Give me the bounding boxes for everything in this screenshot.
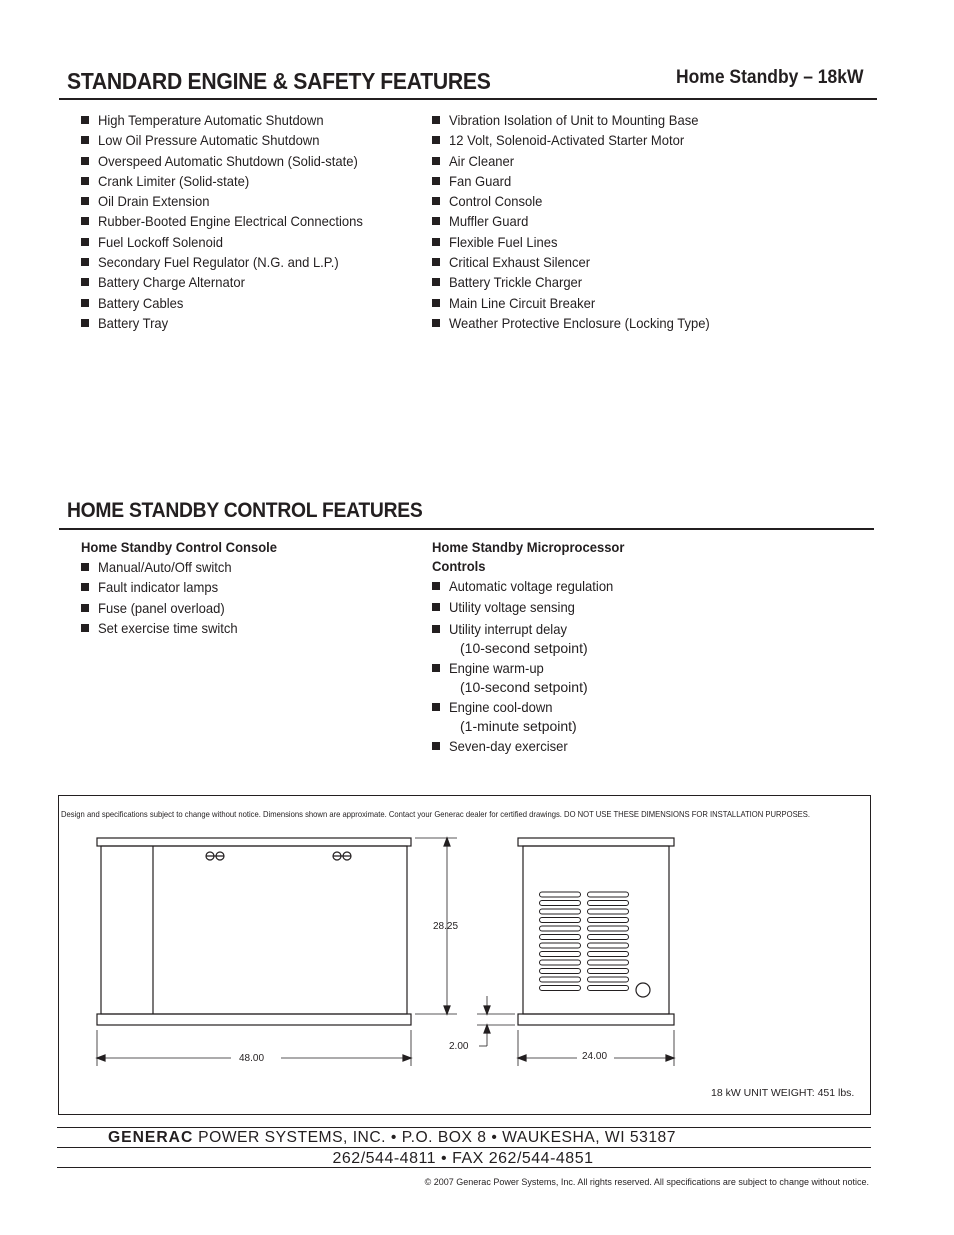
height-dimension-label: 28.25 <box>433 921 459 932</box>
footer-address-line <box>108 1129 676 1147</box>
list-item-label: Secondary Fuel Regulator (N.G. and L.P.) <box>98 254 339 271</box>
list-item-label: Oil Drain Extension <box>98 193 210 210</box>
list-item-label: High Temperature Automatic Shutdown <box>98 112 324 128</box>
front-view-base <box>518 1014 674 1025</box>
list-item <box>81 191 383 211</box>
louver-slot <box>540 969 581 974</box>
list-item <box>432 191 729 211</box>
bullet-square-icon <box>432 177 440 185</box>
list-item <box>432 110 729 130</box>
list-item-label: Battery Trickle Charger <box>449 274 583 291</box>
side-view-body <box>101 846 407 1014</box>
bullet-square-icon <box>432 217 440 225</box>
side-view-base <box>97 1014 411 1025</box>
front-view-louvers <box>540 892 629 991</box>
list-item-note: (1-minute setpoint) <box>460 718 577 735</box>
front-view-body <box>523 846 669 1014</box>
footer-address: POWER SYSTEMS, INC. • P.O. BOX 8 • WAUKESHA, WI 53187 <box>193 1129 676 1146</box>
list-item-label: Main Line Circuit Breaker <box>449 294 596 311</box>
list-item <box>432 252 729 272</box>
micro-heading-line1: Home Standby Microprocessor <box>432 539 625 555</box>
front-view-lock-icon <box>636 983 650 997</box>
bullet-square-icon <box>81 116 89 124</box>
bullet-square-icon <box>432 703 440 711</box>
list-item <box>432 619 626 657</box>
list-item-label: Fault indicator lamps <box>98 579 219 596</box>
bullet-square-icon <box>432 238 440 246</box>
engine-features-left-list <box>81 110 383 333</box>
list-item-label: Battery Cables <box>98 294 184 311</box>
dimension-drawing-box <box>58 795 871 1115</box>
footer-rule-bottom <box>57 1167 871 1168</box>
louver-slot <box>588 918 629 923</box>
list-item <box>81 211 383 231</box>
list-item-label: Weather Protective Enclosure (Locking Type) <box>449 314 710 331</box>
bullet-square-icon <box>81 177 89 185</box>
length-dimension-label: 48.00 <box>239 1053 265 1064</box>
side-view-top-cap <box>97 838 411 846</box>
list-item-label: Engine warm-up <box>449 659 544 676</box>
bullet-square-icon <box>432 157 440 165</box>
list-item <box>432 130 729 150</box>
list-item <box>81 252 383 272</box>
list-item <box>81 557 248 577</box>
louver-slot <box>588 960 629 965</box>
louver-slot <box>588 943 629 948</box>
list-item <box>81 232 383 252</box>
list-item-label: Battery Charge Alternator <box>98 274 245 291</box>
list-item-label: Manual/Auto/Off switch <box>98 559 232 575</box>
list-item-note: (10-second setpoint) <box>460 639 588 656</box>
bullet-square-icon <box>81 238 89 246</box>
list-item <box>81 577 248 597</box>
list-item <box>432 658 626 696</box>
louver-slot <box>588 909 629 914</box>
louver-slot <box>588 986 629 991</box>
list-item-label: Engine cool-down <box>449 699 553 716</box>
list-item <box>432 272 729 292</box>
console-feature-list <box>81 557 248 638</box>
footer-rule-middle <box>57 1147 871 1148</box>
list-item <box>432 313 729 333</box>
bullet-square-icon <box>432 278 440 286</box>
list-item <box>432 151 729 171</box>
bullet-square-icon <box>81 197 89 205</box>
lifting-eye-icon <box>206 852 224 860</box>
list-item-label: Rubber-Booted Engine Electrical Connections <box>98 213 363 230</box>
list-item-label: Low Oil Pressure Automatic Shutdown <box>98 132 320 149</box>
bullet-square-icon <box>432 625 440 633</box>
louver-slot <box>540 901 581 906</box>
list-item <box>81 598 248 618</box>
bullet-square-icon <box>81 136 89 144</box>
list-item-label: Seven-day exerciser <box>449 738 568 755</box>
base-dimension-label: 2.00 <box>449 1041 469 1052</box>
generac-logo: GENERAC <box>108 1129 194 1146</box>
louver-slot <box>540 918 581 923</box>
list-item-label: Utility interrupt delay <box>449 620 567 637</box>
control-section-title: HOME STANDBY CONTROL FEATURES <box>67 499 423 522</box>
footer-rule-top <box>57 1127 871 1128</box>
bullet-square-icon <box>81 563 89 571</box>
list-item <box>432 597 626 617</box>
bullet-square-icon <box>432 197 440 205</box>
drawing-disclaimer: Design and specifications subject to change without notice. Dimensions shown are approximate. Contact your Generac dealer for certified drawings. DO NOT USE THESE DIMENSIONS FOR INSTALLATION PURPOSES. <box>61 809 811 819</box>
micro-heading-line2: Controls <box>432 558 486 574</box>
generator-dimension-drawing <box>59 796 870 1114</box>
page-title: STANDARD ENGINE & SAFETY FEATURES <box>67 68 491 94</box>
list-item-label: Flexible Fuel Lines <box>449 233 558 250</box>
bullet-square-icon <box>81 299 89 307</box>
list-item <box>432 697 626 735</box>
header-rule <box>59 98 877 100</box>
list-item-label: Air Cleaner <box>449 152 515 169</box>
front-view-top-cap <box>518 838 674 846</box>
bullet-square-icon <box>81 258 89 266</box>
copyright: © 2007 Generac Power Systems, Inc. All rights reserved. All specifications are subject to change without notice. <box>424 1177 869 1187</box>
louver-slot <box>588 926 629 931</box>
list-item <box>81 272 383 292</box>
lifting-eye-icon <box>333 852 351 860</box>
list-item-label: Utility voltage sensing <box>449 599 575 616</box>
bullet-square-icon <box>81 217 89 225</box>
list-item <box>81 110 383 130</box>
bullet-square-icon <box>81 604 89 612</box>
list-item <box>81 313 383 333</box>
bullet-square-icon <box>432 742 440 750</box>
bullet-square-icon <box>432 664 440 672</box>
list-item-label: Fuel Lockoff Solenoid <box>98 233 223 250</box>
control-rule <box>59 528 874 530</box>
bullet-square-icon <box>432 603 440 611</box>
unit-weight: 18 kW UNIT WEIGHT: 451 lbs. <box>711 1087 855 1099</box>
louver-slot <box>588 969 629 974</box>
bullet-square-icon <box>81 583 89 591</box>
bullet-square-icon <box>432 258 440 266</box>
list-item <box>432 576 626 596</box>
louver-slot <box>540 943 581 948</box>
louver-slot <box>588 977 629 982</box>
bullet-square-icon <box>432 136 440 144</box>
list-item <box>432 736 626 756</box>
bullet-square-icon <box>81 157 89 165</box>
list-item-note: (10-second setpoint) <box>460 679 588 696</box>
list-item-label: Fuse (panel overload) <box>98 599 225 616</box>
list-item-label: 12 Volt, Solenoid-Activated Starter Motor <box>449 132 685 149</box>
list-item-label: Muffler Guard <box>449 213 529 230</box>
louver-slot <box>540 926 581 931</box>
louver-slot <box>540 909 581 914</box>
micro-feature-list <box>432 576 626 758</box>
list-item-label: Vibration Isolation of Unit to Mounting Base <box>449 112 699 128</box>
console-heading: Home Standby Control Console <box>81 539 278 555</box>
list-item <box>81 171 383 191</box>
engine-features-right-list <box>432 110 729 333</box>
list-item <box>432 211 729 231</box>
list-item <box>81 151 383 171</box>
width-dimension-label: 24.00 <box>582 1051 608 1062</box>
model-title: Home Standby – 18kW <box>676 67 864 88</box>
list-item <box>81 293 383 313</box>
bullet-square-icon <box>432 299 440 307</box>
list-item <box>81 618 248 638</box>
bullet-square-icon <box>81 624 89 632</box>
footer-phone: 262/544-4811 • FAX 262/544-4851 <box>332 1150 594 1167</box>
list-item-label: Set exercise time switch <box>98 619 238 636</box>
list-item <box>432 171 729 191</box>
bullet-square-icon <box>81 319 89 327</box>
list-item-label: Battery Tray <box>98 314 169 331</box>
list-item <box>432 293 729 313</box>
louver-slot <box>540 952 581 957</box>
bullet-square-icon <box>432 319 440 327</box>
list-item-label: Fan Guard <box>449 172 512 189</box>
louver-slot <box>540 935 581 940</box>
louver-slot <box>588 935 629 940</box>
louver-slot <box>540 986 581 991</box>
louver-slot <box>540 977 581 982</box>
list-item-label: Control Console <box>449 193 543 210</box>
louver-slot <box>540 960 581 965</box>
louver-slot <box>540 892 581 897</box>
bullet-square-icon <box>81 278 89 286</box>
list-item <box>81 130 383 150</box>
bullet-square-icon <box>432 116 440 124</box>
louver-slot <box>588 892 629 897</box>
list-item <box>432 232 729 252</box>
list-item-label: Overspeed Automatic Shutdown (Solid-state) <box>98 152 358 169</box>
list-item-label: Automatic voltage regulation <box>449 578 614 594</box>
list-item-label: Critical Exhaust Silencer <box>449 254 591 271</box>
louver-slot <box>588 952 629 957</box>
bullet-square-icon <box>432 582 440 590</box>
list-item-label: Crank Limiter (Solid-state) <box>98 172 250 189</box>
louver-slot <box>588 901 629 906</box>
